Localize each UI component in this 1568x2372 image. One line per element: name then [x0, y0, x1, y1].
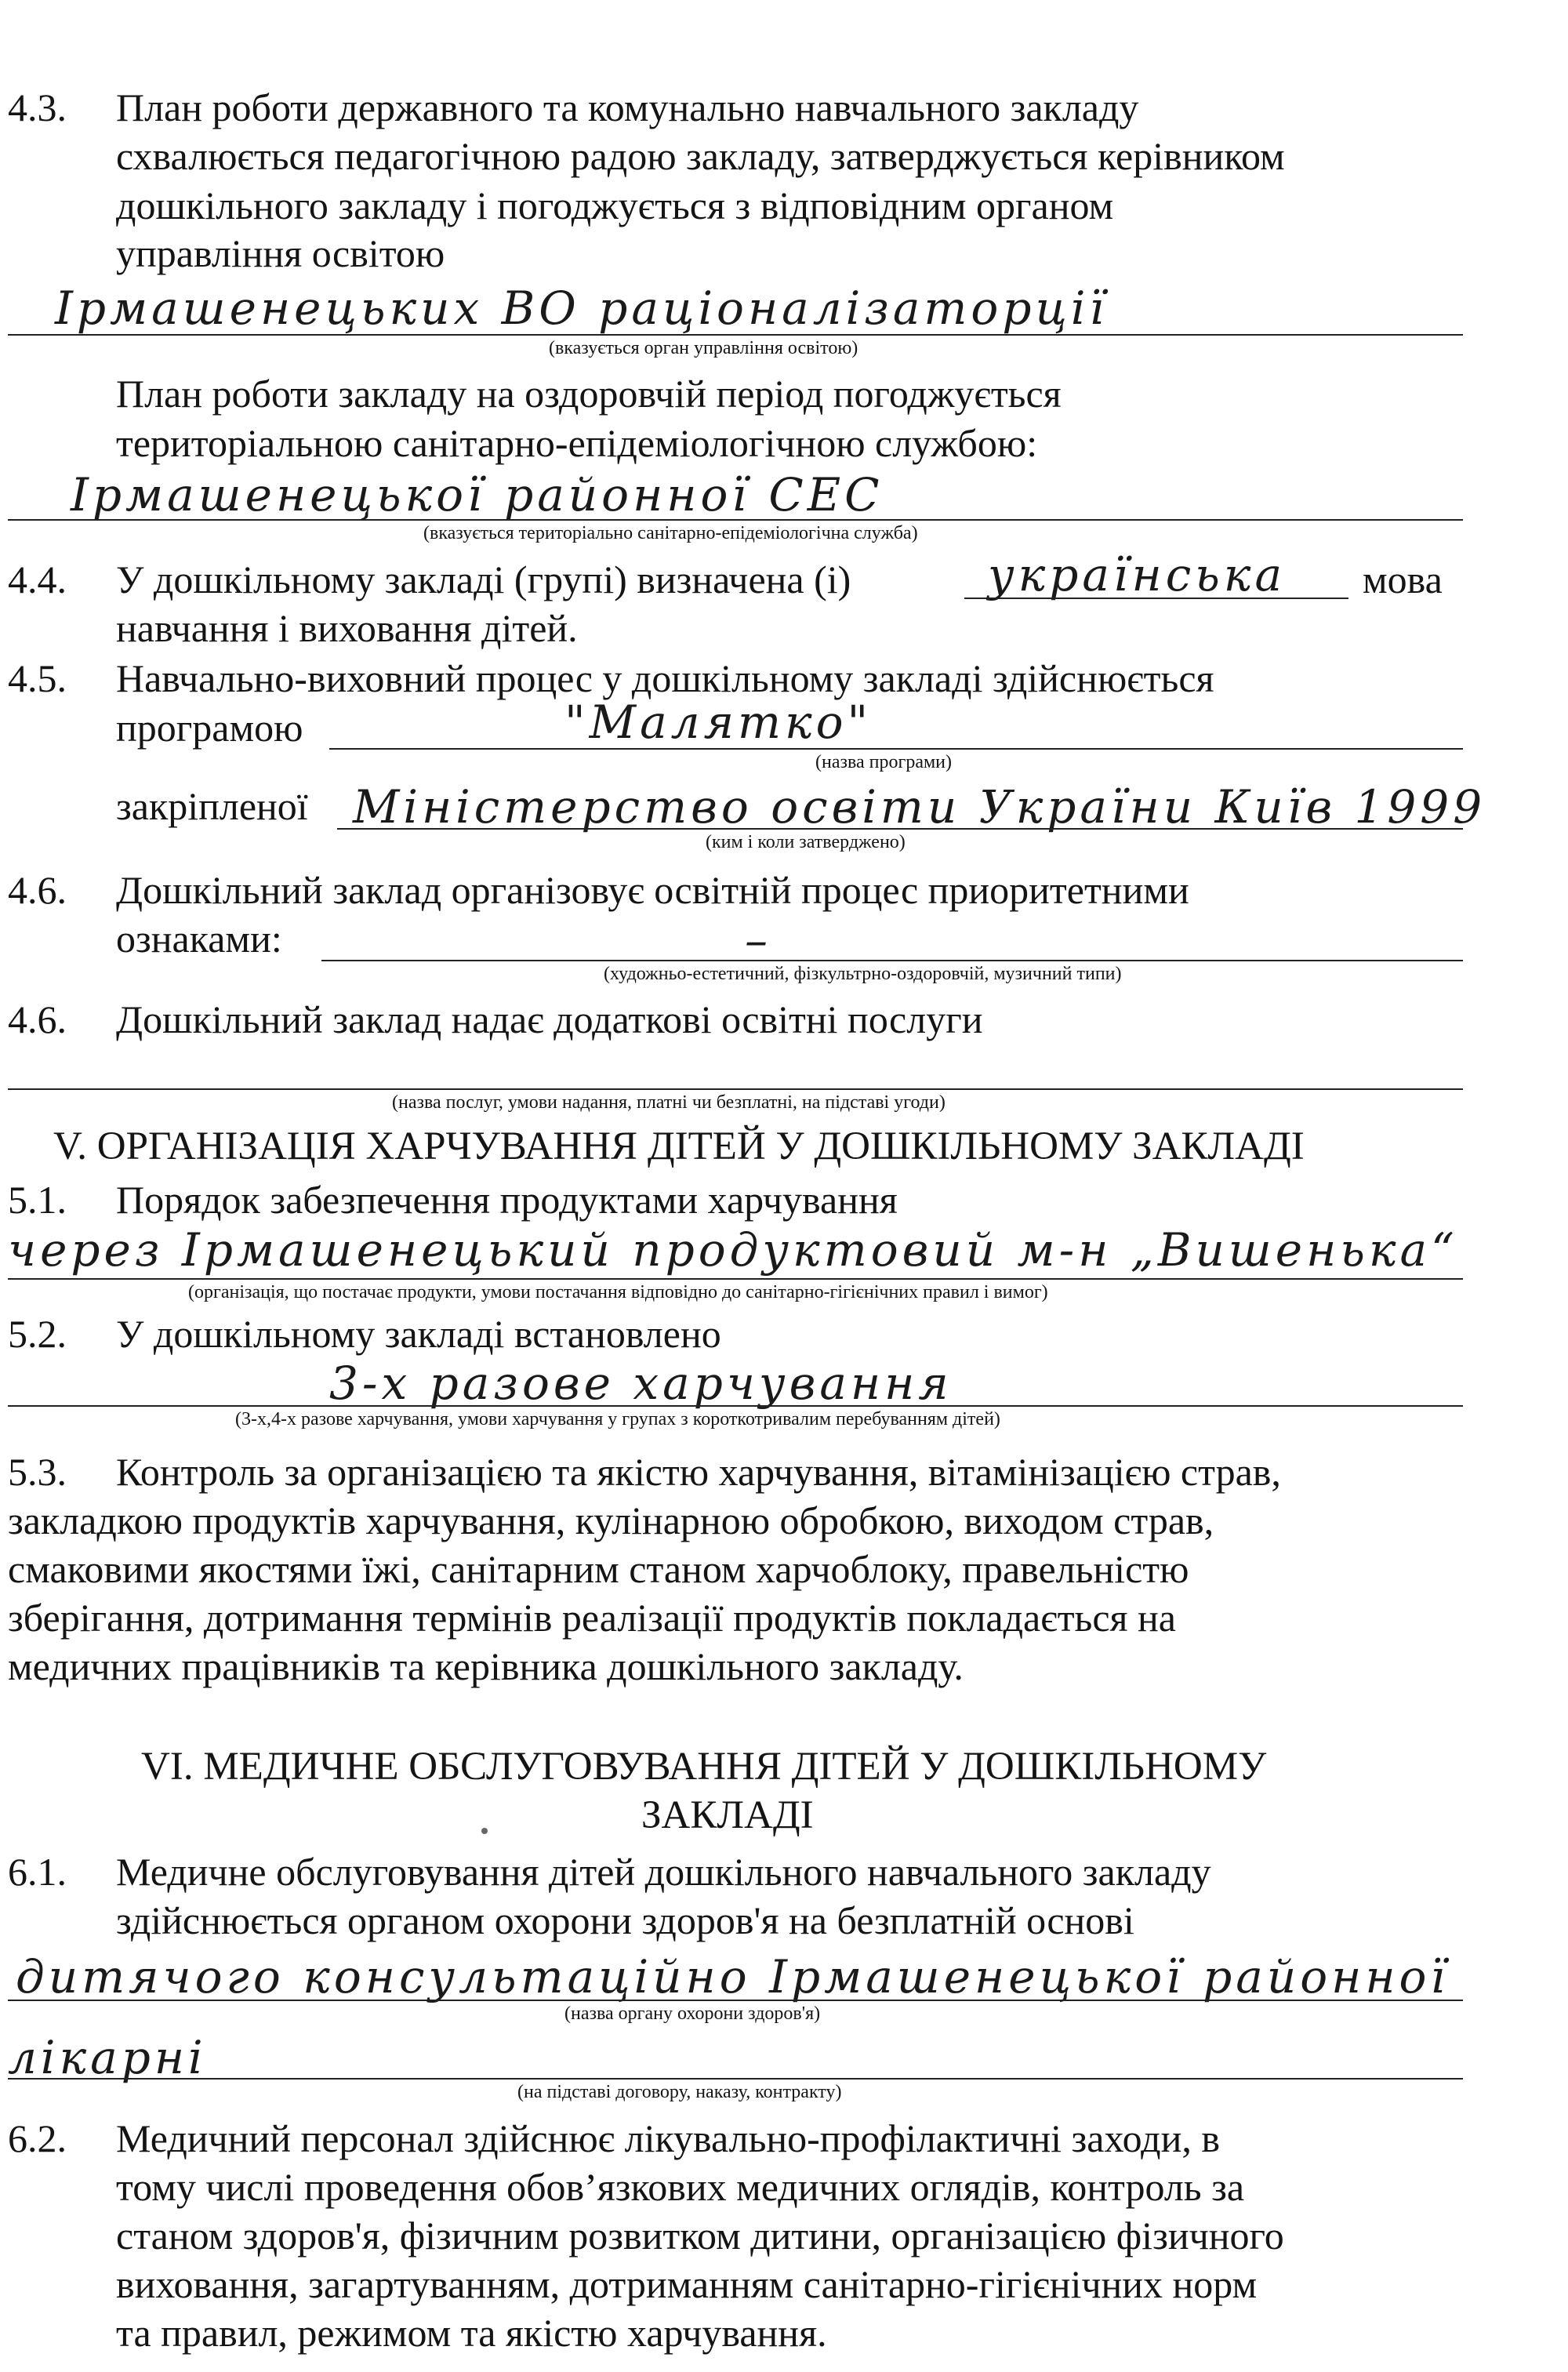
handwritten-entry: Ірмашенецької районної СЕС	[71, 468, 884, 521]
clause-number: 5.3.	[8, 1450, 67, 1494]
fill-line	[8, 1278, 1463, 1280]
clause-text-line: У дошкільному закладі встановлено	[116, 1312, 721, 1356]
clause-text-line: управління освітою	[116, 231, 445, 275]
fill-line	[8, 2000, 1463, 2001]
field-caption: (на підставі договору, наказу, контракту)	[517, 2082, 842, 2102]
clause-text-line: закладкою продуктів харчування, кулінарною обробкою, виходом страв,	[8, 1498, 1214, 1542]
clause-text-line: мова	[1363, 558, 1443, 601]
handwritten-entry: лікарні	[8, 2031, 207, 2084]
clause-text-line: медичних працівників та керівника дошкільного закладу.	[8, 1644, 964, 1688]
ink-dot	[481, 1828, 488, 1834]
handwritten-entry: Міністерство освіти України Київ 1999	[353, 780, 1486, 834]
field-caption: (художньо-естетичний, фізкультрно-оздоровчій, музичний типи)	[604, 964, 1122, 984]
clause-text-line: зберігання, дотримання термінів реалізації продуктів покладається на	[8, 1596, 1176, 1640]
clause-text-line: здійснюється органом охорони здоров'я на безплатній основі	[116, 1898, 1134, 1942]
field-caption: (назва програми)	[815, 752, 952, 772]
clause-text-line: навчання і виховання дітей.	[116, 606, 578, 650]
fill-line	[8, 2078, 1463, 2080]
fill-line	[321, 960, 1463, 961]
field-caption: (ким і коли затверджено)	[706, 832, 906, 852]
clause-number: 4.5.	[8, 656, 67, 700]
fill-line	[329, 748, 1463, 750]
handwritten-entry: через Ірмашенецький продуктовий м-н „Вишенька“	[8, 1223, 1458, 1277]
section-heading: V. ОРГАНІЗАЦІЯ ХАРЧУВАННЯ ДІТЕЙ У ДОШКІЛЬНОМУ ЗАКЛАДІ	[53, 1124, 1305, 1168]
clause-text-line: дошкільного закладу і погоджується з відповідним органом	[116, 183, 1114, 227]
clause-number: 6.1.	[8, 1850, 67, 1894]
field-label: ознаками:	[116, 917, 282, 961]
handwritten-entry: Ірмашенецьких ВО раціоналізаторції	[55, 282, 1109, 335]
clause-text-line: територіальною санітарно-епідеміологічною службою:	[116, 421, 1038, 465]
clause-text-line: У дошкільному закладі (групі) визначена (і)	[116, 558, 851, 601]
section-heading: VI. МЕДИЧНЕ ОБСЛУГОВУВАННЯ ДІТЕЙ У ДОШКІЛЬНОМУ	[141, 1745, 1267, 1789]
fill-line	[8, 334, 1463, 336]
field-caption: (назва послуг, умови надання, платні чи безплатні, на підставі угоди)	[392, 1092, 946, 1113]
field-caption: (вказується орган управління освітою)	[549, 338, 858, 358]
handwritten-entry: 3-х разове харчування	[329, 1357, 953, 1410]
handwritten-entry: –	[745, 914, 771, 967]
field-caption: (3-х,4-х разове харчування, умови харчування у групах з короткотривалим перебуванням дітей)	[235, 1409, 1000, 1429]
clause-text-line: смаковими якостями їжі, санітарним станом харчоблоку, правельністю	[8, 1547, 1189, 1591]
clause-number: 4.3.	[8, 85, 67, 129]
clause-text-line: схвалюється педагогічною радою закладу, затверджується керівником	[116, 134, 1285, 178]
fill-line	[8, 519, 1463, 521]
clause-text-line: виховання, загартуванням, дотриманням санітарно-гігієнічних норм	[116, 2262, 1258, 2306]
clause-text-line: План роботи закладу на оздоровчій період погоджується	[116, 372, 1062, 416]
clause-number: 5.1.	[8, 1178, 67, 1222]
fill-line	[337, 828, 1463, 830]
fill-line	[8, 1088, 1463, 1090]
field-caption: (назва органу охорони здоров'я)	[564, 2003, 821, 2024]
field-caption: (організація, що постачає продукти, умови постачання відповідно до санітарно-гігієнічних правил і вимог)	[188, 1282, 1048, 1302]
handwritten-entry: українська	[988, 548, 1287, 601]
fill-line	[964, 598, 1348, 599]
clause-text-line: та правил, режимом та якістю харчування.	[116, 2311, 827, 2355]
clause-text-line: Дошкільний заклад організовує освітній процес приоритетними	[116, 868, 1189, 912]
field-label: програмою	[116, 706, 303, 750]
clause-number: 5.2.	[8, 1312, 67, 1356]
clause-number: 4.6.	[8, 997, 67, 1041]
clause-text-line: Медичний персонал здійснює лікувально-профілактичні заходи, в	[116, 2116, 1220, 2160]
clause-text-line: Дошкільний заклад надає додаткові освітні послуги	[116, 997, 983, 1041]
clause-number: 4.4.	[8, 558, 67, 601]
clause-text-line: Медичне обслуговування дітей дошкільного навчального закладу	[116, 1850, 1211, 1894]
field-caption: (вказується територіально санітарно-епідеміологічна служба)	[423, 523, 918, 543]
clause-text-line: станом здоров'я, фізичним розвитком дитини, організацією фізичного	[116, 2214, 1284, 2258]
clause-text-line: тому числі проведення обов’язкових медичних оглядів, контроль за	[116, 2165, 1245, 2209]
field-label: закріпленої	[116, 784, 308, 828]
clause-number: 6.2.	[8, 2116, 67, 2160]
clause-text-line: Порядок забезпечення продуктами харчування	[116, 1178, 898, 1222]
clause-number: 4.6.	[8, 868, 67, 912]
handwritten-entry: "Малятко"	[564, 696, 873, 749]
clause-text-line: Контроль за організацією та якістю харчування, вітамінізацією страв,	[116, 1450, 1281, 1494]
section-heading: ЗАКЛАДІ	[641, 1793, 814, 1837]
handwritten-entry: дитячого консультаційно Ірмашенецької районної	[16, 1950, 1450, 2003]
fill-line	[8, 1405, 1463, 1407]
clause-text-line: План роботи державного та комунально навчального закладу	[116, 85, 1139, 129]
clause-text-line: Навчально-виховний процес у дошкільному закладі здійснюється	[116, 656, 1214, 700]
